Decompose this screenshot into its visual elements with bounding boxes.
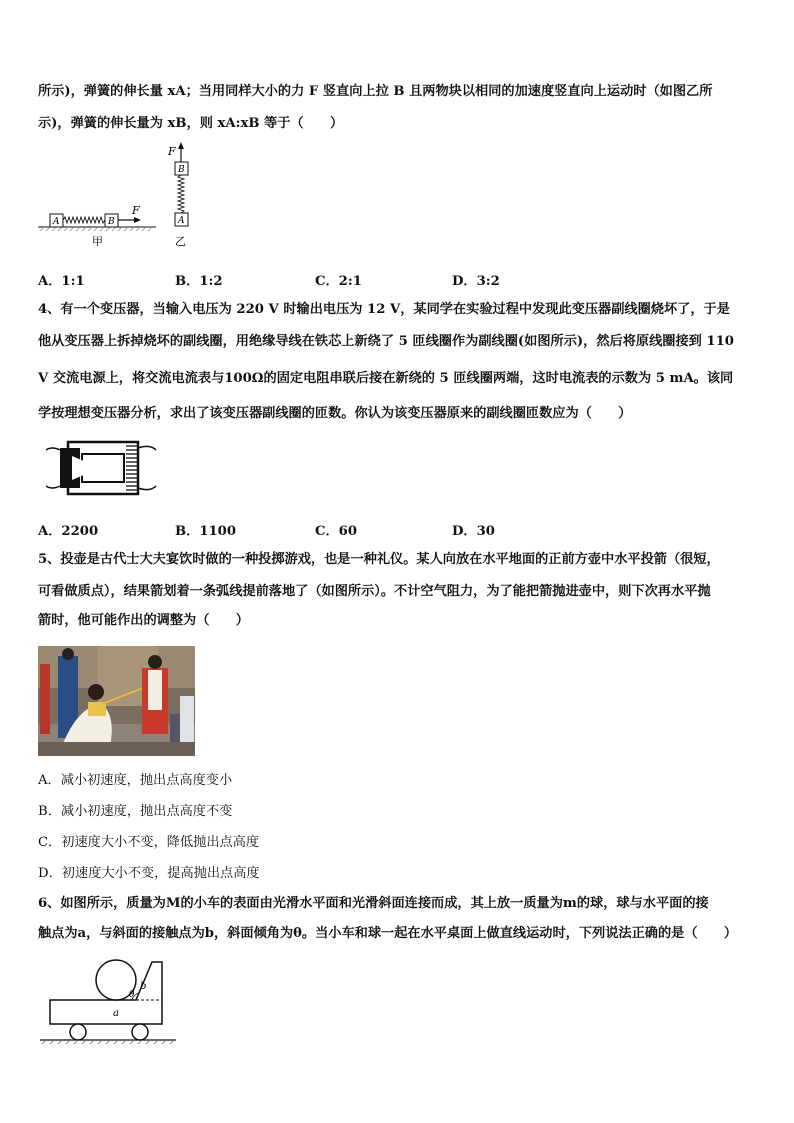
q5-touhu-photo [38,646,195,756]
q3-option-b[interactable]: B．1:2 [175,274,223,289]
q4-transformer-figure [46,436,158,500]
q6-text-line-2: 触点为a，与斜面的接触点为b，斜面倾角为θ。当小车和球一起在水平桌面上做直线运动时，下列说法正确的是（ ） [38,926,738,941]
q5-option-d[interactable]: D．初速度大小不变，提高抛出点高度 [38,866,260,881]
q4-option-b[interactable]: B．1100 [175,524,237,539]
q4-option-a[interactable]: A．2200 [38,524,99,539]
q4-option-c[interactable]: C．60 [315,524,358,539]
label-F-top: F [168,145,176,158]
label-B-vertical: B [178,165,185,175]
q3-text-line-2: 示)，弹簧的伸长量为 xB，则 xA:xB 等于（ ） [38,116,344,131]
q3-option-a[interactable]: A．1:1 [38,274,85,289]
label-A-horizontal: A [53,217,60,227]
q5-option-c[interactable]: C．初速度大小不变，降低抛出点高度 [38,835,260,850]
label-B-horizontal: B [108,217,115,227]
label-b: b [140,981,147,992]
q5-text-line-1: 5、投壶是古代士大夫宴饮时做的一种投掷游戏，也是一种礼仪。某人向放在水平地面的正前方壶中水平投箭（很短， [38,552,720,567]
q3-text-line-1: 所示)，弹簧的伸长量 xA；当用同样大小的力 F 竖直向上拉 B 且两物块以相同的加速度竖直向上运动时（如图乙所 [38,84,713,99]
q4-text-line-4: 学按理想变压器分析，求出了该变压器副线圈的匝数。你认为该变压器原来的副线圈匝数应为（ ） [38,406,632,421]
q6-text-line-1: 6、如图所示，质量为M的小车的表面由光滑水平面和光滑斜面连接而成，其上放一质量为m的球，球与水平面的接 [38,896,709,911]
label-theta: θ [129,990,135,1000]
label-a: a [113,1008,119,1019]
q3-option-c[interactable]: C．2:1 [315,274,362,289]
label-A-vertical: A [178,216,185,226]
q4-option-d[interactable]: D．30 [452,524,495,539]
q3-spring-figure [38,142,208,252]
caption-yi: 乙 [175,235,186,248]
q6-cart-figure [40,956,180,1048]
q3-option-d[interactable]: D．3:2 [452,274,500,289]
q5-option-b[interactable]: B．减小初速度，抛出点高度不变 [38,804,233,819]
q4-text-line-1: 4、有一个变压器，当输入电压为 220 V 时输出电压为 12 V，某同学在实验过程中发现此变压器副线圈烧坏了，于是 [38,302,730,317]
label-F-right: F [132,204,140,217]
q4-text-line-3: V 交流电源上，将交流电流表与100Ω的固定电阻串联后接在新绕的 5 匝线圈两端，这时电流表的示数为 5 mA。该同 [38,371,734,386]
q5-text-line-3: 箭时，他可能作出的调整为（ ） [38,613,249,628]
caption-jia: 甲 [92,235,103,248]
q5-text-line-2: 可看做质点），结果箭划着一条弧线提前落地了（如图所示）。不计空气阻力，为了能把箭抛进壶中，则下次再水平抛 [38,584,711,599]
q5-option-a[interactable]: A．减小初速度，抛出点高度变小 [38,773,233,788]
q4-text-line-2: 他从变压器上拆掉烧坏的副线圈，用绝缘导线在铁芯上新绕了 5 匝线圈作为副线圈(如图所示)，然后将原线圈接到 110 [38,334,734,349]
